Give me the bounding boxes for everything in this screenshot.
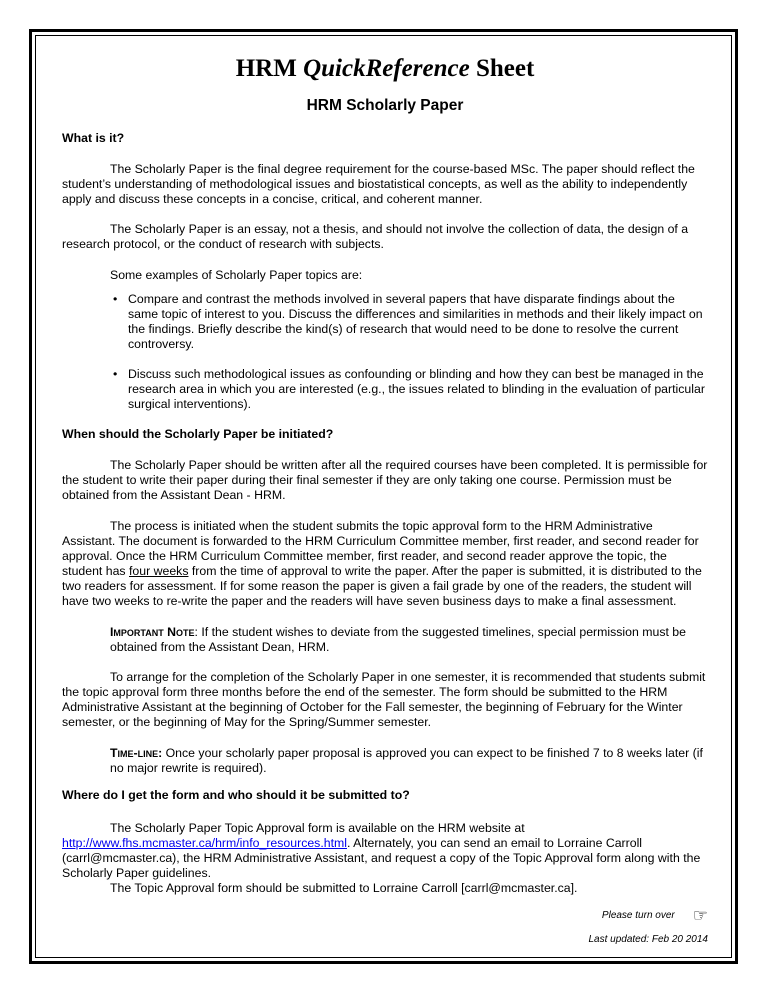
page-subtitle: HRM Scholarly Paper (306, 97, 464, 114)
hrm-website-link[interactable]: http://www.fhs.mcmaster.ca/hrm/info_resources.html (62, 836, 347, 850)
list-item: • Discuss such methodological issues as confounding or blinding and how they can best be managed in the research area in which you are interested (e.g., the issues related to blinding in the evaluation of particular surgical interventions). (113, 367, 705, 411)
paragraph-form-location: The Scholarly Paper Topic Approval form is available on the HRM website at http://www.fhs.mcmaster.ca/hrm/info_resources.html. Alternately, you can send an email to Lorraine Carroll (carrl@mcmaster.ca), the HRM Administrative Assistant, and request a copy of the Topic Approval form along with the Scholarly Paper guidelines. (62, 821, 701, 880)
paragraph-definition: The Scholarly Paper is the final degree requirement for the course-based MSc. The paper should reflect the student’s understanding of methodological issues and biostatistical concepts, as well as the ability to independently apply and discuss these concepts in a concise, critical, and coherent manner. (62, 162, 695, 206)
last-updated: Last updated: Feb 20 2014 (588, 934, 708, 945)
pointing-hand-icon: ☞ (692, 906, 708, 925)
heading-when-initiated: When should the Scholarly Paper be initiated? (62, 427, 334, 441)
list-item: • Compare and contrast the methods involved in several papers that have disparate findings about the same topic of interest to you. Discuss the differences and similarities in methods and their likely impact on the findings. Briefly describe the kind(s) of research that would need to be done to resolve the current controversy. (113, 292, 703, 351)
heading-where-form: Where do I get the form and who should it be submitted to? (62, 788, 410, 802)
paragraph-submit-to: The Topic Approval form should be submitted to Lorraine Carroll [carrl@mcmaster.ca]. (110, 881, 578, 895)
page-title: HRM QuickReference Sheet (235, 55, 535, 82)
paragraph-one-semester: To arrange for the completion of the Scholarly Paper in one semester, it is recommended that students submit the topic approval form three months before the end of the semester. The form should be submitted to the HRM Administrative Assistant at the beginning of October for the Fall semester, the beginning of February for the Winter semester, or the beginning of May for the Spring/Summer semester. (62, 670, 706, 729)
paragraph-essay-not-thesis: The Scholarly Paper is an essay, not a thesis, and should not involve the collection of data, the design of a research protocol, or the conduct of research with subjects. (62, 222, 689, 251)
please-turn-over: Please turn over ☞ (601, 906, 708, 925)
bullet-icon: • (113, 367, 118, 381)
paragraph-timing: The Scholarly Paper should be written after all the required courses have been completed. It is permissible for the student to write their paper during their final semester if they are only taking one course. Permission must be obtained from the Assistant Dean - HRM. (62, 458, 708, 502)
heading-what-is-it: What is it? (62, 131, 125, 145)
bullet-icon: • (113, 292, 118, 306)
paragraph-process: The process is initiated when the student submits the topic approval form to the HRM Administrative Assistant. The document is forwarded to the HRM Curriculum Committee member, first reader, and second reader for approval. Once the HRM Curriculum Committee member, first reader, and second reader approve the topic, the student has four weeks from the time of approval to write the paper. After the paper is submitted, it is distributed to the two readers for assessment. If for some reason the paper is given a fail grade by one of the readers, the student will have two weeks to re-write the paper and the readers will have seven business days to make a final assessment. (62, 519, 702, 608)
important-note: Important Note: If the student wishes to deviate from the suggested timelines, special permission must be obtained from the Assistant Dean, HRM. (110, 625, 686, 654)
timeline-note: Time-line: Once your scholarly paper proposal is approved you can expect to be finished 7 to 8 weeks later (if no major rewrite is required). (110, 746, 703, 775)
paragraph-topic-examples-intro: Some examples of Scholarly Paper topics are: (110, 268, 363, 282)
